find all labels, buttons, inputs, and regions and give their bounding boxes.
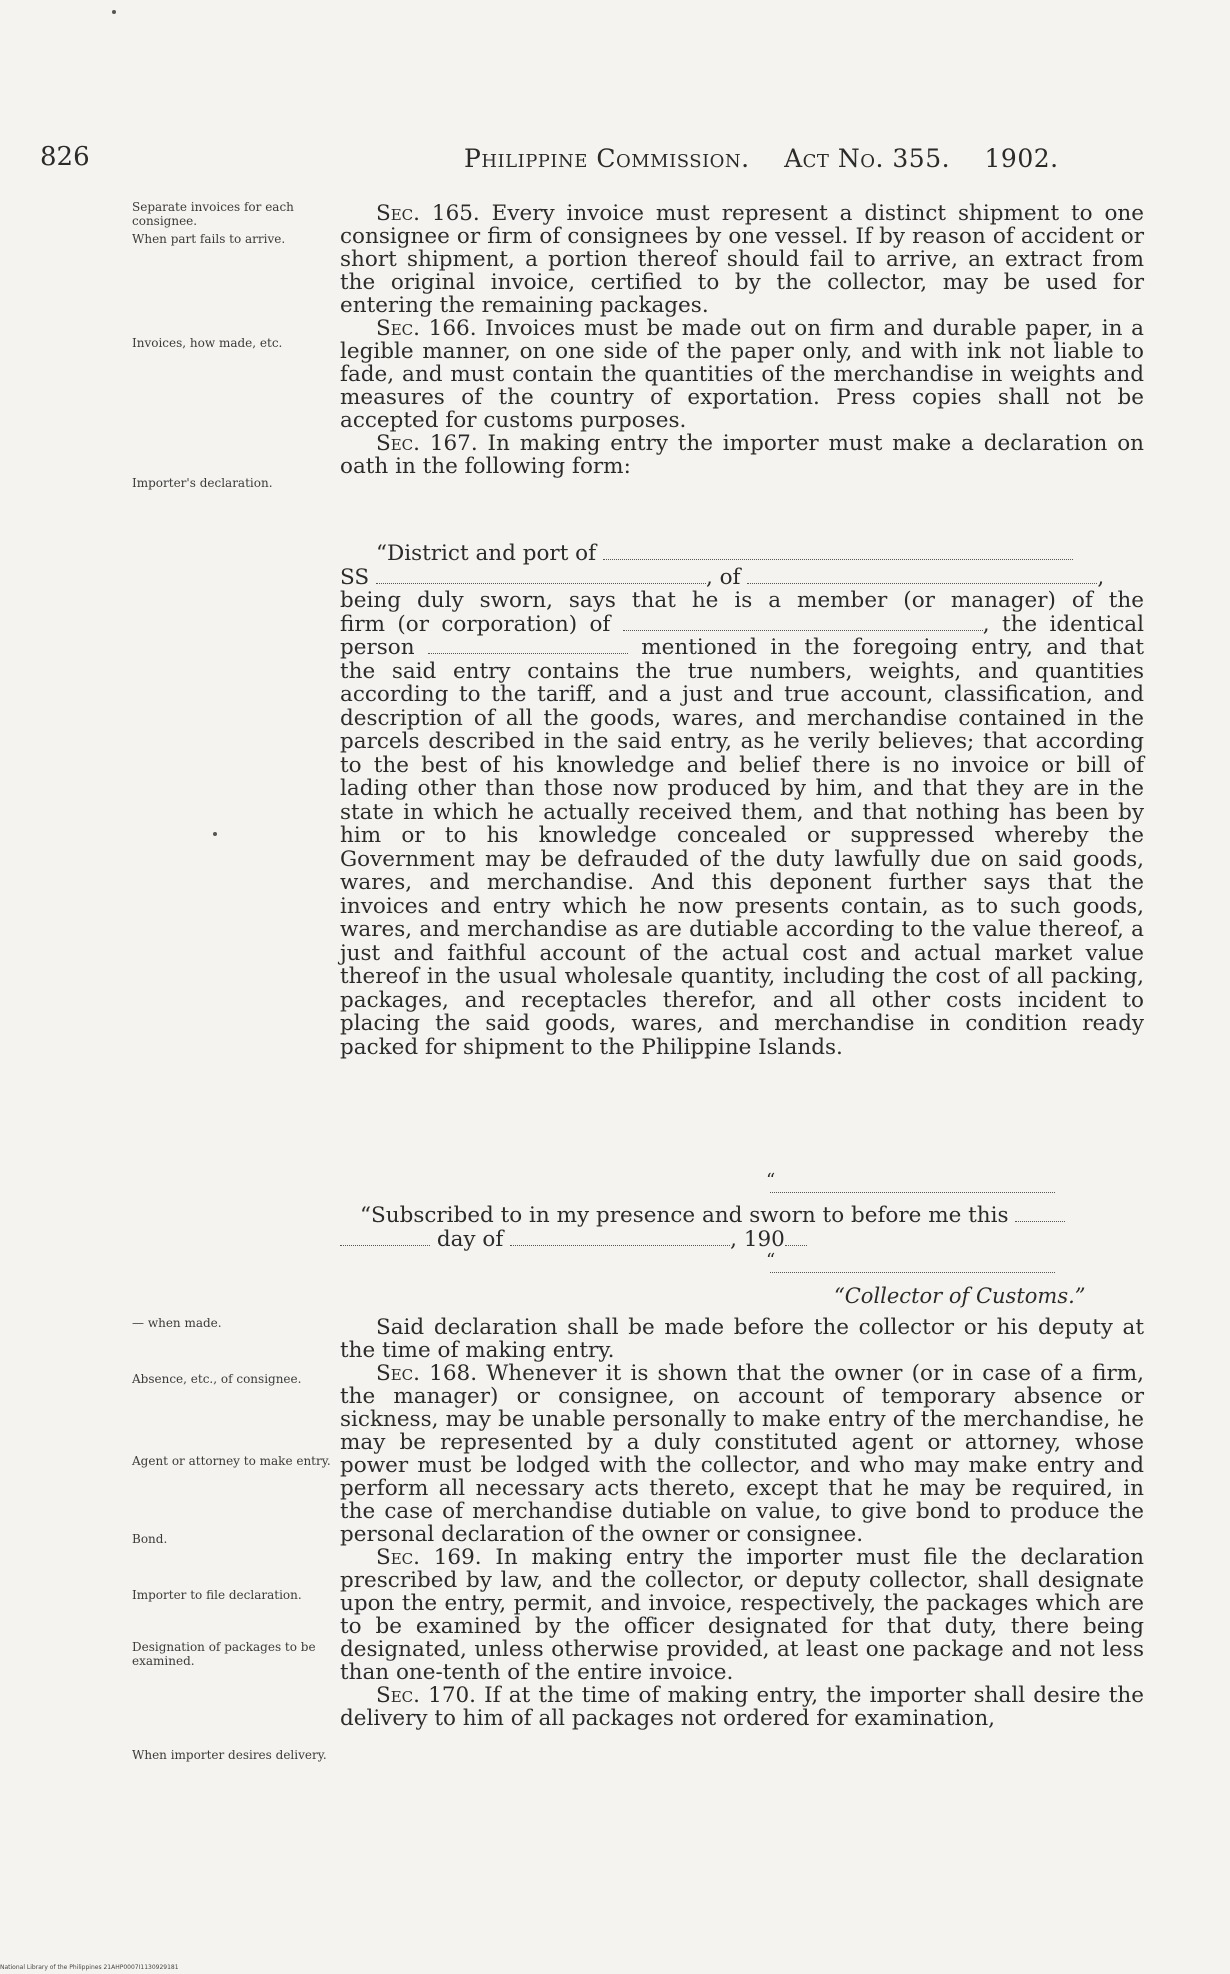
blank-line — [510, 1231, 730, 1246]
section-165 — [340, 202, 1144, 317]
section-text: If at the time of making entry, the importer shall desire the delivery to him of all packages not ordered for examination, — [340, 1683, 1144, 1731]
deponent-signature-line — [770, 1192, 1055, 1193]
form-ss-label: SS — [340, 564, 370, 590]
section-169 — [340, 1546, 1144, 1684]
section-label: Sec. 170. — [376, 1683, 477, 1708]
page-number: 826 — [40, 142, 90, 172]
margin-note-separate-invoices: Separate invoices for each consignee. — [132, 200, 294, 228]
subscribed-text: “Subscribed to in my presence and sworn to before me this — [360, 1203, 1009, 1228]
form-line-district — [340, 542, 1144, 566]
section-label: Sec. 166. — [376, 316, 477, 341]
section-text: Every invoice must represent a distinct shipment to one consignee or firm of consignees by one vessel. If by reason of accident or short shipment, a portion thereof should fail to arrive, an extract from the original invoice, certified to by the collector, may be used for entering the remaining packages. — [340, 201, 1144, 318]
margin-note-when-importer-desires: When importer desires delivery. — [132, 1748, 327, 1762]
margin-note-when-made: — when made. — [132, 1316, 222, 1330]
collector-quote: “ — [766, 1250, 776, 1271]
section-label: Sec. 167. — [376, 431, 478, 456]
scan-speck — [112, 10, 116, 14]
margin-note-bond: Bond. — [132, 1532, 168, 1546]
running-head — [464, 144, 1059, 173]
form-identical-label: , the identical — [982, 611, 1144, 637]
commission-title: Philippine Commission. — [464, 144, 750, 173]
form-mentioned-label: mentioned in the foregoing entry, and that — [641, 635, 1144, 660]
section-170 — [340, 1684, 1144, 1730]
form-line-sworn: being duly sworn, says that he is a member (or manager) of the — [340, 588, 1144, 613]
body-block-bottom — [340, 1316, 1144, 1730]
day-of-text: day of — [436, 1226, 504, 1252]
section-label: Sec. 165. — [376, 201, 480, 226]
when-made-paragraph: Said declaration shall be made before the collector or his deputy at the time of making entry. — [340, 1315, 1144, 1363]
form-district-label: “District and port of — [376, 541, 597, 566]
section-text: In making entry the importer must make a declaration on oath in the following form: — [340, 431, 1144, 479]
form-of-label: , of — [705, 564, 741, 590]
scan-footer: National Library of the Philippines 21AHP0007I1130929181 — [0, 1964, 179, 1971]
collector-signature-line — [770, 1272, 1055, 1273]
blank-line — [603, 545, 1073, 560]
scan-speck — [213, 832, 217, 836]
form-person-label: person — [340, 635, 415, 660]
margin-note-importers-declaration: Importer's declaration. — [132, 476, 273, 490]
section-168 — [340, 1362, 1144, 1546]
year: 1902. — [984, 144, 1059, 173]
form-line-firm — [340, 613, 1144, 637]
section-text: Invoices must be made out on firm and durable paper, in a legible manner, on one side of the paper only, and with ink not liable to fade, and must contain the quantities of the merchandise in weights and measures of the country of exportation. Press copies shall not be accepted for customs purposes. — [340, 316, 1144, 433]
collector-of-customs: “Collector of Customs.” — [834, 1284, 1086, 1308]
blank-line — [376, 569, 706, 584]
declaration-form — [340, 542, 1144, 1059]
body-block-top — [340, 202, 1144, 478]
section-label: Sec. 169. — [376, 1545, 482, 1570]
section-text: In making entry the importer must file the declaration prescribed by law, and the collector, or deputy collector, shall designate upon the entry, permit, and invoice, respectively, the packages which are to be examined by the officer designated for that duty, there being designated, unless otherwise provided, at least one package and not less than one-tenth of the entire invoice. — [340, 1545, 1144, 1685]
day-of-line — [340, 1228, 1144, 1252]
blank-line — [340, 1231, 430, 1246]
margin-note-when-part-fails: When part fails to arrive. — [132, 232, 286, 246]
form-line-person — [340, 636, 1144, 660]
margin-note-absence-of-consignee: Absence, etc., of consignee. — [132, 1372, 302, 1386]
blank-line — [747, 569, 1097, 584]
margin-note-agent-or-attorney: Agent or attorney to make entry. — [132, 1454, 331, 1468]
form-comma: , — [1097, 564, 1105, 590]
form-firm-label: firm (or corporation) of — [340, 611, 611, 637]
page-header — [0, 142, 1230, 182]
margin-note-invoices-how-made: Invoices, how made, etc. — [132, 336, 283, 350]
margin-note-importer-to-file: Importer to file declaration. — [132, 1588, 302, 1602]
margin-note-designation-of-packages: Designation of packages to be examined. — [132, 1640, 316, 1668]
form-line-ss — [340, 566, 1144, 590]
subscribed-line — [340, 1204, 1144, 1228]
section-167 — [340, 432, 1144, 478]
blank-line — [428, 639, 628, 654]
blank-line — [623, 616, 983, 631]
year-stub: , 190 — [730, 1226, 785, 1252]
blank-line — [785, 1231, 807, 1246]
subscribed-block — [340, 1204, 1144, 1251]
act-number: Act No. 355. — [784, 144, 951, 173]
section-label: Sec. 168. — [376, 1361, 478, 1386]
form-body: the said entry contains the true numbers, weights, and quantities according to the tariff, and a just and true account, classification, and description of all the goods, wares, and merchandise contained in the parcels described in the said entry, as he verily believes; that according to the best of his knowledge and belief there is no invoice or bill of lading other than those now produced by him, and that they are in the state in which he actually received them, and that nothing has been by him or to his knowledge concealed or suppressed whereby the Government may be defrauded of the duty lawfully due on said goods, wares, and merchandise. And this deponent further says that the invoices and entry which he now presents contain, as to such goods, wares, and merchandise as are dutiable according to the value thereof, a just and faithful account of the actual cost and actual market value thereof in the usual wholesale quantity, including the cost of all packing, packages, and receptacles therefor, and all other costs incident to placing the said goods, wares, and merchandise in condition ready packed for shipment to the Philippine Islands. — [340, 658, 1144, 1060]
blank-line — [1015, 1207, 1065, 1222]
section-text: Whenever it is shown that the owner (or in case of a firm, the manager) or consignee, on account of temporary absence or sickness, may be unable personally to make entry of the merchandise, he may be represented by a duly constituted agent or attorney, whose power must be lodged with the collector, and who may make entry and perform all necessary acts thereto, except that he may be required, in the case of merchandise dutiable on value, to give bond to produce the personal declaration of the owner or consignee. — [340, 1361, 1144, 1547]
section-166 — [340, 317, 1144, 432]
signature-quote: “ — [766, 1170, 776, 1191]
